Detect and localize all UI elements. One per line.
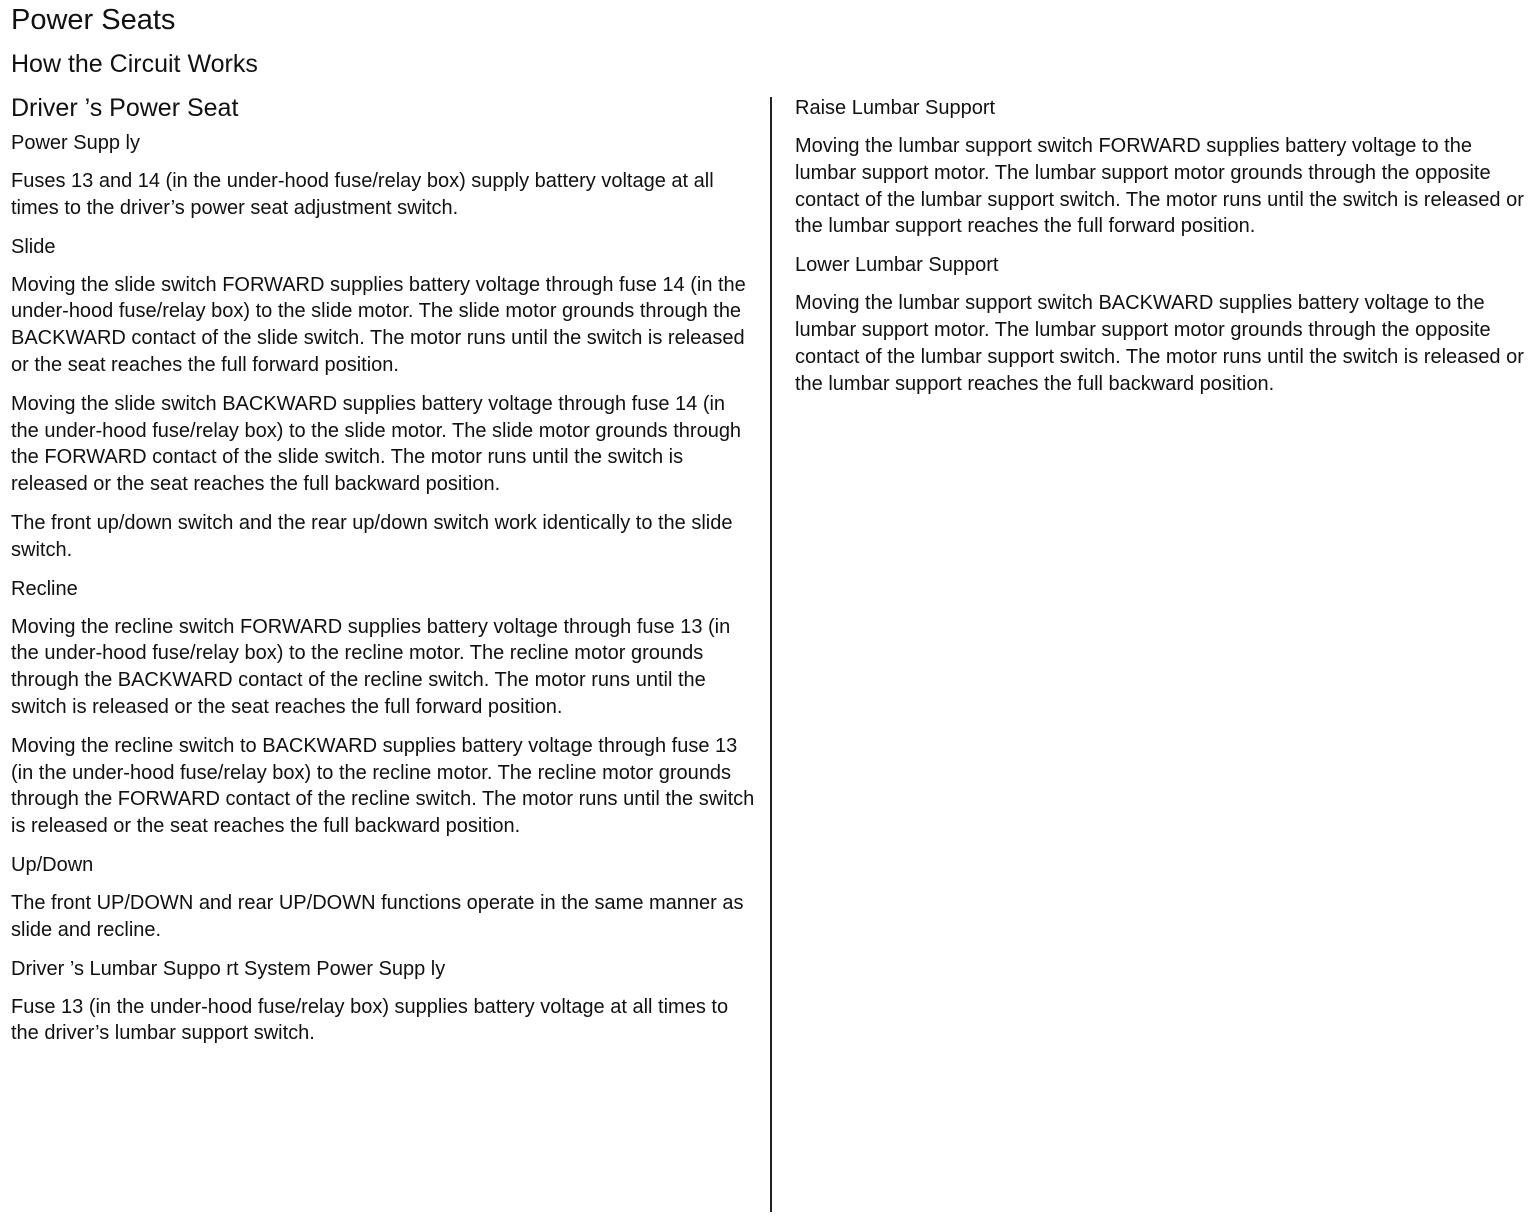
paragraph-recline-backward: Moving the recline switch to BACKWARD supplies battery voltage through fuse 13 (in the under-hood fuse/relay box) to the recline motor. The recline motor grounds through the FORWARD contact of the recline switch. The motor runs until the switch is released or the seat reaches the full backward position. [11, 734, 755, 838]
paragraph-lower-lumbar: Moving the lumbar support switch BACKWARD supplies battery voltage to the lumbar support motor. The lumbar support motor grounds through the opposite contact of the lumbar support switch. The motor runs until the switch is released or the lumbar support reaches the full backward position. [795, 292, 1524, 395]
subheading-lumbar-power-supply: Driver ’s Lumbar Suppo rt System Power Supp ly [11, 957, 446, 980]
paragraph-up-down: The front UP/DOWN and rear UP/DOWN functions operate in the same manner as slide and recline. [11, 891, 744, 941]
subheading-lower-lumbar: Lower Lumbar Support [795, 254, 999, 277]
column-heading: Driver ’s Power Seat [11, 94, 239, 122]
subheading-up-down: Up/Down [11, 853, 94, 876]
paragraph-slide-backward: Moving the slide switch BACKWARD supplies battery voltage through fuse 14 (in the under-hood fuse/relay box) to the slide motor. The slide motor grounds through the FORWARD contact of the slide switch. The motor runs until the switch is released or the seat reaches the full backward position. [11, 392, 742, 496]
subheading-raise-lumbar: Raise Lumbar Support [795, 97, 996, 119]
section-title: How the Circuit Works [11, 50, 258, 78]
left-column [11, 92, 756, 1059]
paragraph-recline-forward: Moving the recline switch FORWARD supplies battery voltage through fuse 13 (in the under-hood fuse/relay box) to the recline motor. The recline motor grounds through the BACKWARD contact of the recline switch. The motor runs until the switch is released or the seat reaches the full forward position. [11, 615, 731, 718]
paragraph-slide-forward: Moving the slide switch FORWARD supplies battery voltage through fuse 14 (in the under-hood fuse/relay box) to the slide motor. The slide motor grounds through the BACKWARD contact of the slide switch. The motor runs until the switch is released or the seat reaches the full forward position. [11, 273, 746, 376]
paragraph-up-down-identical: The front up/down switch and the rear up/down switch work identically to the slide switch. [11, 511, 733, 561]
paragraph-raise-lumbar: Moving the lumbar support switch FORWARD supplies battery voltage to the lumbar support motor. The lumbar support motor grounds through the opposite contact of the lumbar support switch. The motor runs until the switch is released or the lumbar support reaches the full forward position. [795, 135, 1524, 238]
subheading-slide: Slide [11, 235, 56, 258]
column-divider [770, 97, 772, 1212]
right-column [795, 92, 1530, 409]
paragraph-power-supply: Fuses 13 and 14 (in the under-hood fuse/relay box) supply battery voltage at all times to the driver’s power seat adjustment switch. [11, 170, 714, 219]
subheading-power-supply: Power Supp ly [11, 132, 140, 154]
page-title: Power Seats [11, 4, 176, 36]
paragraph-lumbar-power-supply: Fuse 13 (in the under-hood fuse/relay box) supplies battery voltage at all times to the driver’s lumbar support switch. [11, 995, 729, 1045]
subheading-recline: Recline [11, 577, 78, 600]
